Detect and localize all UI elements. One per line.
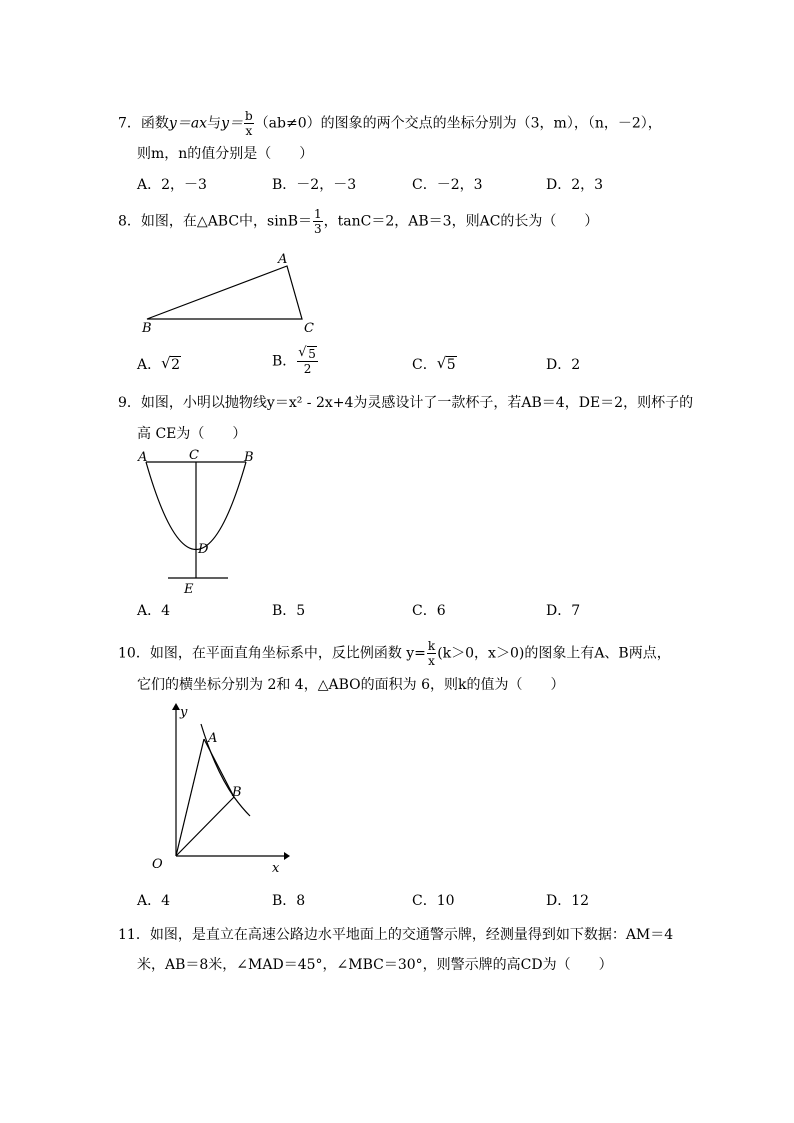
question-11: 11．如图，是直立在高速公路边水平地面上的交通警示牌，经测量得到如下数据：AM＝4 (118, 927, 674, 943)
question-10: 10．如图，在平面直角坐标系中，反比例函数 y= $\frac{k}{x}$ (k＞0，x＞0)的图象上有A、B两点， (118, 639, 671, 668)
question-7: 7．函数y＝ax与y＝ $\frac{b}{x}$ （ab≠0）的图象的两个交点的坐标分别为（3，m），（n，－2）， (118, 109, 662, 138)
question-9: 9．如图，小明以抛物线y＝x² - 2x+4为灵感设计了一款杯子，若AB＝4，DE＝2，则杯子的 (118, 395, 694, 411)
question-number: 9． (118, 395, 141, 411)
label-d: D (198, 542, 209, 557)
option-a: A． √ 2 (137, 354, 181, 373)
option-c: C．－2，3 (412, 177, 483, 193)
label-b: B (244, 450, 254, 465)
fraction: $\frac{k}{x}$ (427, 639, 436, 668)
option-b: B．5 (272, 603, 306, 619)
option-b: B．－2，－3 (272, 177, 357, 193)
question-10-line2: 它们的横坐标分别为 2和 4，△ABO的面积为 6，则k的值为（ ） (137, 677, 565, 693)
option-a: A．4 (137, 893, 171, 909)
question-number: 11． (118, 927, 150, 943)
option-b: B．8 (272, 893, 306, 909)
label-a: A (208, 731, 218, 746)
triangle-abc (147, 266, 302, 319)
label-e: E (184, 582, 194, 597)
question-number: 7． (118, 115, 141, 132)
label-y: y (180, 705, 188, 720)
label-a: A (278, 252, 288, 267)
fraction: $\frac{1}{3}$ (314, 207, 322, 236)
cup-figure (136, 447, 276, 597)
y-axis-arrow (172, 703, 180, 710)
label-b: B (142, 321, 152, 336)
label-o: O (152, 857, 163, 872)
option-c: C．10 (412, 893, 455, 909)
fraction: $\frac{b}{x}$ (245, 109, 253, 138)
option-a: A．2，－3 (137, 177, 207, 193)
question-8: 8．如图，在△ABC中，sinB＝ $\frac{1}{3}$ ，tanC＝2，AB＝3，则AC的长为（ ） (118, 207, 599, 236)
option-d: D．12 (546, 893, 590, 909)
question-number: 8． (118, 213, 141, 230)
triangle-abc-figure (138, 250, 338, 340)
question-7-line2: 则m，n的值分别是（ ） (137, 146, 314, 162)
coordinate-figure (140, 700, 300, 880)
label-c: C (189, 448, 199, 463)
option-d: D．2 (546, 357, 581, 373)
x-axis-arrow (284, 852, 290, 860)
label-c: C (304, 321, 314, 336)
sqrt: √ 2 (161, 354, 181, 373)
question-9-line2: 高 CE为（ ） (137, 426, 247, 442)
question-11-line2: 米，AB＝8米，∠MAD＝45°，∠MBC＝30°，则警示牌的高CD为（ ） (137, 957, 613, 973)
option-c: C． √ 5 (412, 354, 456, 373)
question-number: 10． (118, 645, 150, 662)
label-b: B (232, 785, 242, 800)
sqrt: √ 5 (436, 354, 456, 373)
option-d: D．2，3 (546, 177, 604, 193)
label-a: A (138, 450, 148, 465)
label-x: x (272, 861, 280, 876)
option-a: A．4 (137, 603, 171, 619)
option-b: B． √ 5 2 (272, 345, 316, 376)
option-d: D．7 (546, 603, 581, 619)
option-c: C．6 (412, 603, 446, 619)
